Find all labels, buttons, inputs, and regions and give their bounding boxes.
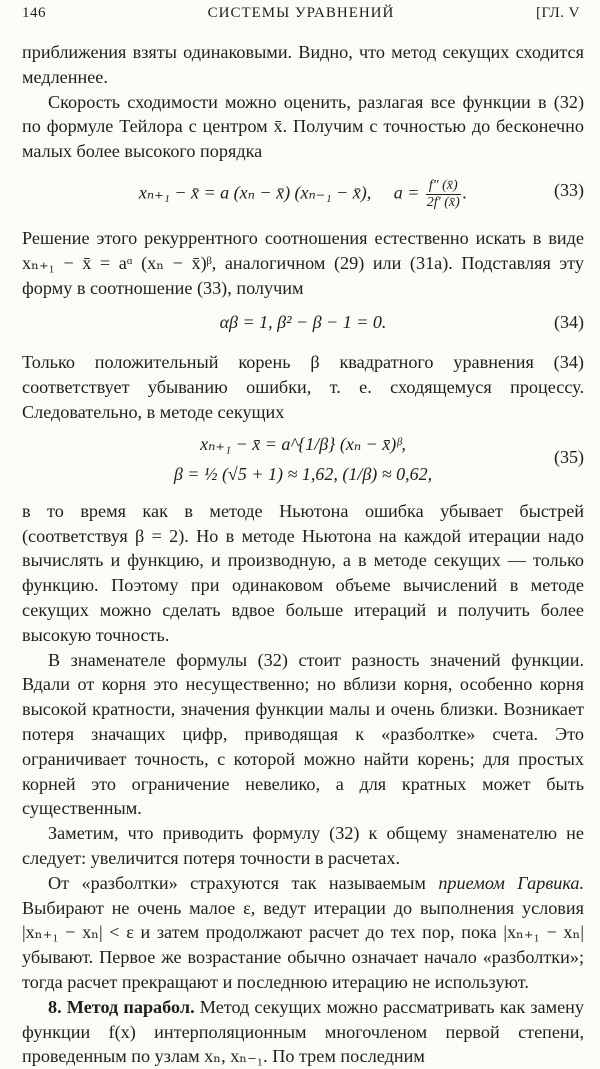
equation-35-line-2: β = ½ (√5 + 1) ≈ 1,62, (1/β) ≈ 0,62, <box>173 463 433 484</box>
equation-33-lhs: xₙ₊₁ − x̄ = a (xₙ − x̄) (xₙ₋₁ − x̄), <box>138 182 372 203</box>
equation-34-text: αβ = 1, β² − β − 1 = 0. <box>219 312 387 333</box>
fraction-denominator: 2f′ (x̄) <box>426 194 460 210</box>
equation-number-34: (34) <box>554 312 584 333</box>
paragraph-9 <box>22 995 584 1069</box>
paragraph-9-text: Метод секущих можно рассматривать как замену функции f(x) интерполяционным многочленом первой степени, проведенным по узлам xₙ, xₙ₋₁. По трем последним <box>22 996 585 1067</box>
page-header <box>22 5 580 29</box>
paragraph-8-rest: Выбирают не очень малое ε, ведут итерации до выполнения условия |xₙ₊₁ − xₙ| < ε и затем продолжают расчет до тех пор, пока |xₙ₊₁ − xₙ| убывают. Первое же возрастание обычно означает начало «разболтки»; тогда расчет прекращают и последнюю итерацию не используют. <box>22 897 584 992</box>
page-number: 146 <box>22 5 46 21</box>
running-title: СИСТЕМЫ УРАВНЕНИЙ <box>207 5 395 21</box>
paragraph-2: Скорость сходимости можно оценить, разлагая все функции в (32) по формуле Тейлора с центром x̄. Получим с точностью до бесконечно малых более высокого порядка <box>22 91 584 162</box>
garwick-method-term: приемом Гарвика. <box>438 872 585 893</box>
equation-34 <box>22 300 584 350</box>
equation-number-35: (35) <box>554 446 584 467</box>
equation-33: xₙ₊₁ − x̄ = a (xₙ − x̄) (xₙ₋₁ − x̄), a = $\frac{f'' (x̄)}{2f' (x̄)}$ . (33) <box>138 177 584 210</box>
equation-35-line-1: xₙ₊₁ − x̄ = a^{1/β} (xₙ − x̄)ᵝ, <box>200 433 406 454</box>
paragraph-5: в то время как в методе Ньютона ошибка убывает быстрей (соответствуя β = 2). Но в методе Ньютона на каждой итерации надо вычислять и функцию, и производную, а в методе секущих — только функцию. Поэтому при одинаковом объеме вычислений в методе секущих можно сделать вдвое больше итераций и получить более высокую точность. <box>22 500 584 645</box>
paragraph-6: В знаменателе формулы (32) стоит разность значений функции. Вдали от корня это несущественно; но вблизи корня, особенно корня высокой кратности, значения функции малы и очень близки. Возникает потеря значащих цифр, приводящая к «разболтке» счета. Это ограничивает точность, с которой можно найти корень; для простых корней это ограничение невелико, а для кратных может быть существенным. <box>22 649 584 819</box>
paragraph-3: Решение этого рекуррентного соотношения естественно искать в виде xₙ₊₁ − x̄ = aᵅ (xₙ − x̄)ᵝ, аналогичном (29) или (31а). Подставляя эту форму в соотношение (33), получим <box>22 227 584 298</box>
equation-number-33: (33) <box>554 179 584 200</box>
equation-33-a-label: a = <box>393 182 420 203</box>
paragraph-8-start: От «разболтки» страхуются так называемым <box>48 872 426 893</box>
paragraph-1: приближения взяты одинаковыми. Видно, что метод секущих сходится медленнее. <box>22 42 584 87</box>
section-heading-parabola-method: 8. Метод парабол. <box>48 996 195 1017</box>
fraction-numerator: f″ (x̄) <box>426 178 461 195</box>
paragraph-8 <box>22 871 584 995</box>
equation-35 <box>22 425 584 499</box>
paragraph-7: Заметим, что приводить формулу (32) к общему знаменателю не следует: увеличится потеря точности в расчетах. <box>22 823 584 868</box>
paragraph-4: Только положительный корень β квадратного уравнения (34) соответствует убыванию ошибки, т. е. сходящемуся процессу. Следовательно, в методе секущих <box>22 352 584 422</box>
chapter-label: [ГЛ. V <box>535 5 580 21</box>
equation-33-fraction <box>426 178 461 211</box>
page-body <box>22 40 584 1069</box>
